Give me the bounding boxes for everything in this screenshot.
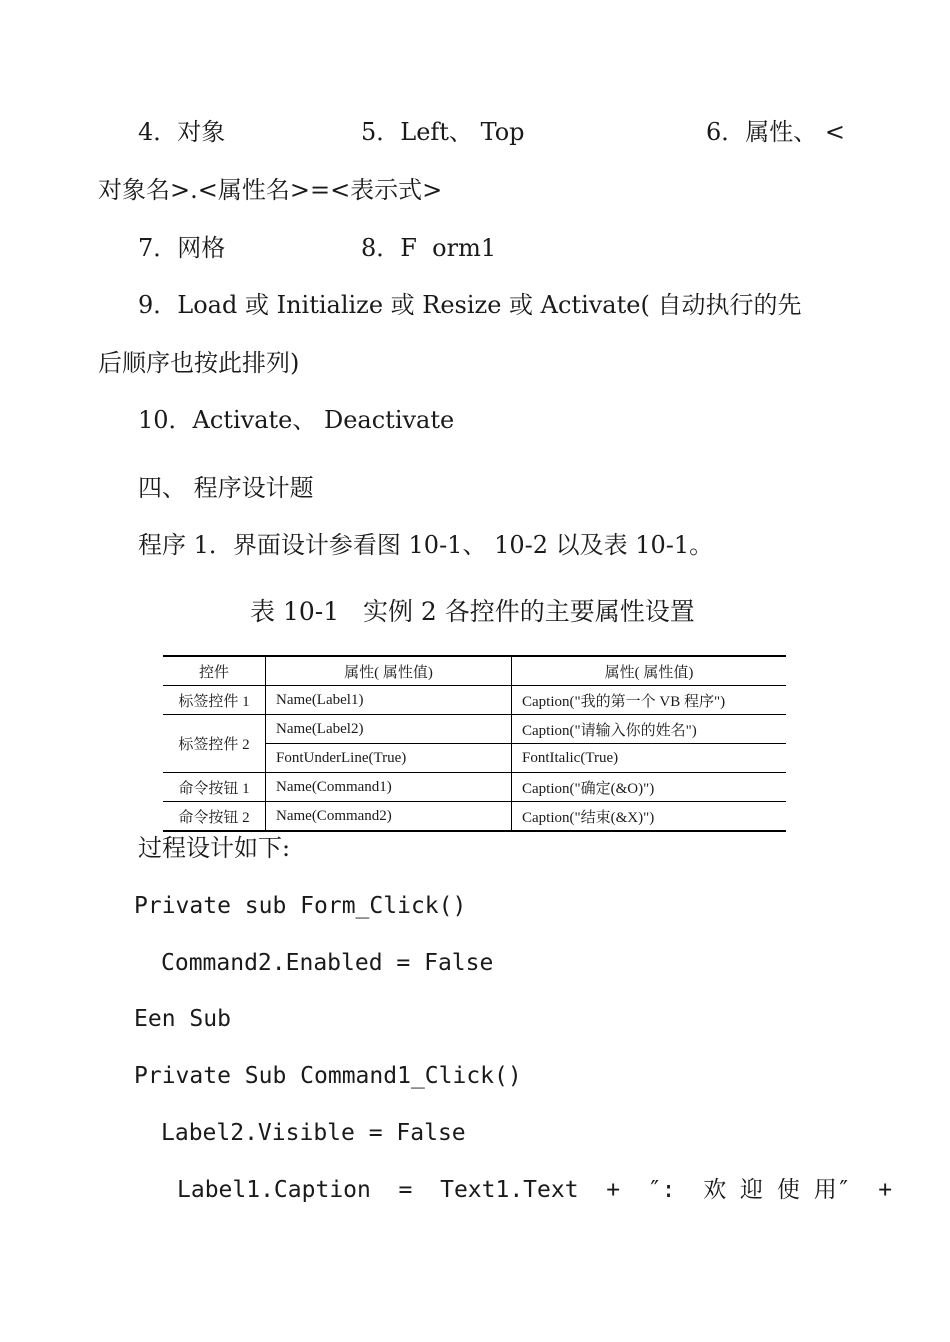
answer-6-tail: 对象名>.<属性名>=<表示式>: [98, 176, 443, 204]
answer-9-line2: 后顺序也按此排列): [98, 349, 300, 377]
table-cell: 命令按钮 2: [163, 802, 266, 832]
table-cell: FontItalic(True): [512, 744, 787, 773]
table-row: [163, 802, 786, 832]
table-cell: Name(Label2): [266, 715, 512, 744]
answer-7: 7．网格: [138, 234, 226, 262]
table-row: [163, 773, 786, 802]
table-cell: Name(Command2): [266, 802, 512, 832]
column-header: 控件: [163, 656, 266, 686]
answer-6-head: 6．属性、 <: [706, 118, 846, 146]
table-row: [163, 715, 786, 744]
table-cell: Name(Label1): [266, 686, 512, 715]
code-line: Label2.Visible = False: [161, 1120, 466, 1146]
section-heading: 四、 程序设计题: [138, 474, 314, 502]
table-cell: Caption("结束(&X)"): [512, 802, 787, 832]
table-cell: 标签控件 1: [163, 686, 266, 715]
table-header-row: [163, 656, 786, 686]
answer-4: 4．对象: [138, 118, 226, 146]
answer-10: 10．Activate、 Deactivate: [138, 406, 455, 434]
table-cell: 标签控件 2: [163, 715, 266, 773]
table-cell: Caption("我的第一个 VB 程序"): [512, 686, 787, 715]
code-line: Private Sub Command1_Click(): [134, 1063, 522, 1089]
answer-8: 8．F orm1: [361, 234, 497, 262]
code-line: Een Sub: [134, 1006, 231, 1032]
code-line: Command2.Enabled = False: [161, 950, 494, 976]
table-row: [163, 686, 786, 715]
code-intro: 过程设计如下:: [138, 834, 291, 862]
table-cell: Caption("请输入你的姓名"): [512, 715, 787, 744]
table-cell: FontUnderLine(True): [266, 744, 512, 773]
table-cell: 命令按钮 1: [163, 773, 266, 802]
column-header: 属性( 属性值): [266, 656, 512, 686]
column-header: 属性( 属性值): [512, 656, 787, 686]
table-caption: 表 10-1 实例 2 各控件的主要属性设置: [250, 597, 695, 626]
code-line: Label1.Caption = Text1.Text + ″: 欢 迎 使 用″ +: [177, 1177, 893, 1203]
table-cell: Name(Command1): [266, 773, 512, 802]
code-line: Private sub Form_Click(): [134, 893, 467, 919]
answer-5: 5．Left、 Top: [361, 118, 525, 146]
properties-table: [163, 655, 786, 832]
answer-9-line1: 9．Load 或 Initialize 或 Resize 或 Activate( 自动执行的先: [138, 291, 802, 319]
table-cell: Caption("确定(&O)"): [512, 773, 787, 802]
program-intro: 程序 1．界面设计参看图 10-1、 10-2 以及表 10-1。: [138, 531, 714, 559]
